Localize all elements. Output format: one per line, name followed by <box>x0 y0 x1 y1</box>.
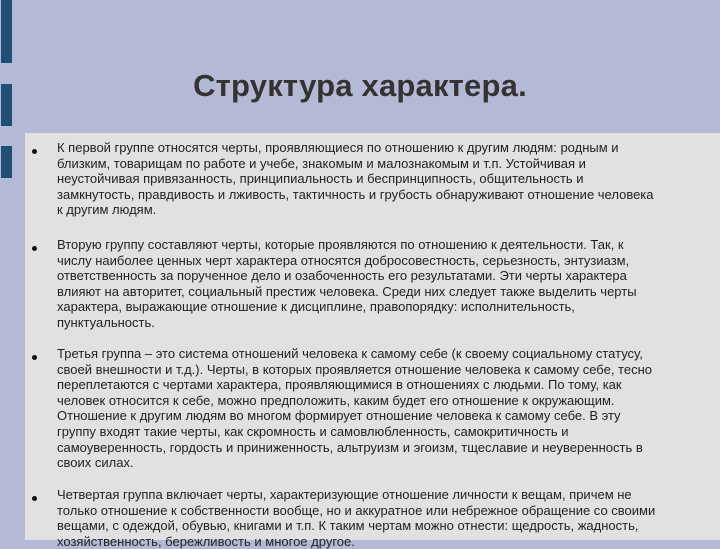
accent-bar-segment <box>1 146 12 178</box>
bullet-text: Вторую группу составляют черты, которые проявляются по отношению к деятельности. Так, к числу наиболее ценных черт характера относятся добросовестность, серьезность, энтузиазм, ответственность за порученное дело и озабоченность его результатами. Эти черты характера влияют на авторитет, социальный престиж человека. Среди них следует также выделить черты характера, выражающие отношение к дисциплине, правопорядку: исполнительность, пунктуальность. <box>57 237 637 330</box>
bullet-text: К первой группе относятся черты, проявляющиеся по отношению к другим людям: родным и близким, товарищам по работе и учебе, знакомым и малознакомым и т.п. Устойчивая и неустойчивая привязанность, принципиальность и беспринципность, общительность и замкнутость, правдивость и лживость, тактичность и грубость обнаруживают отношение человека к другим людям. <box>57 140 654 218</box>
bullet-dot-icon <box>32 496 37 501</box>
bullet-dot-icon <box>32 149 37 154</box>
slide-title: Структура характера. <box>193 68 527 103</box>
bullet-dot-icon <box>32 355 37 360</box>
content-panel <box>25 133 720 549</box>
bullet-dot-icon <box>32 246 37 251</box>
accent-bar-segment <box>1 0 12 63</box>
bullet-text: Третья группа – это система отношений человека к самому себе (к своему социальному статусу, своей внешности и т.д.). Черты, в которых проявляется отношение человека к самому себе, тесно переплетаются с чертами характера, проявляющимися в отношениях с людьми. По тому, как человек относится к себе, можно предположить, каким будет его отношение к окружающим. Отношение к другим людям во многом формирует отношение человека к самому себе. В эту группу входят такие черты, как скромность и самовлюбленность, самокритичность и самоуверенность, гордость и приниженность, альтруизм и эгоизм, тщеславие и неуверенность в своих силах. <box>57 346 652 471</box>
bullet-text: Четвертая группа включает черты, характеризующие отношение личности к вещам, причем не только отношение к собственности вообще, но и аккуратное или небрежное обращение со своими вещами, с одеждой, обувью, книгами и т.п. К таким чертам можно отнести: щедрость, жадность, хозяйственность, бережливость и многое другое. <box>57 487 656 549</box>
